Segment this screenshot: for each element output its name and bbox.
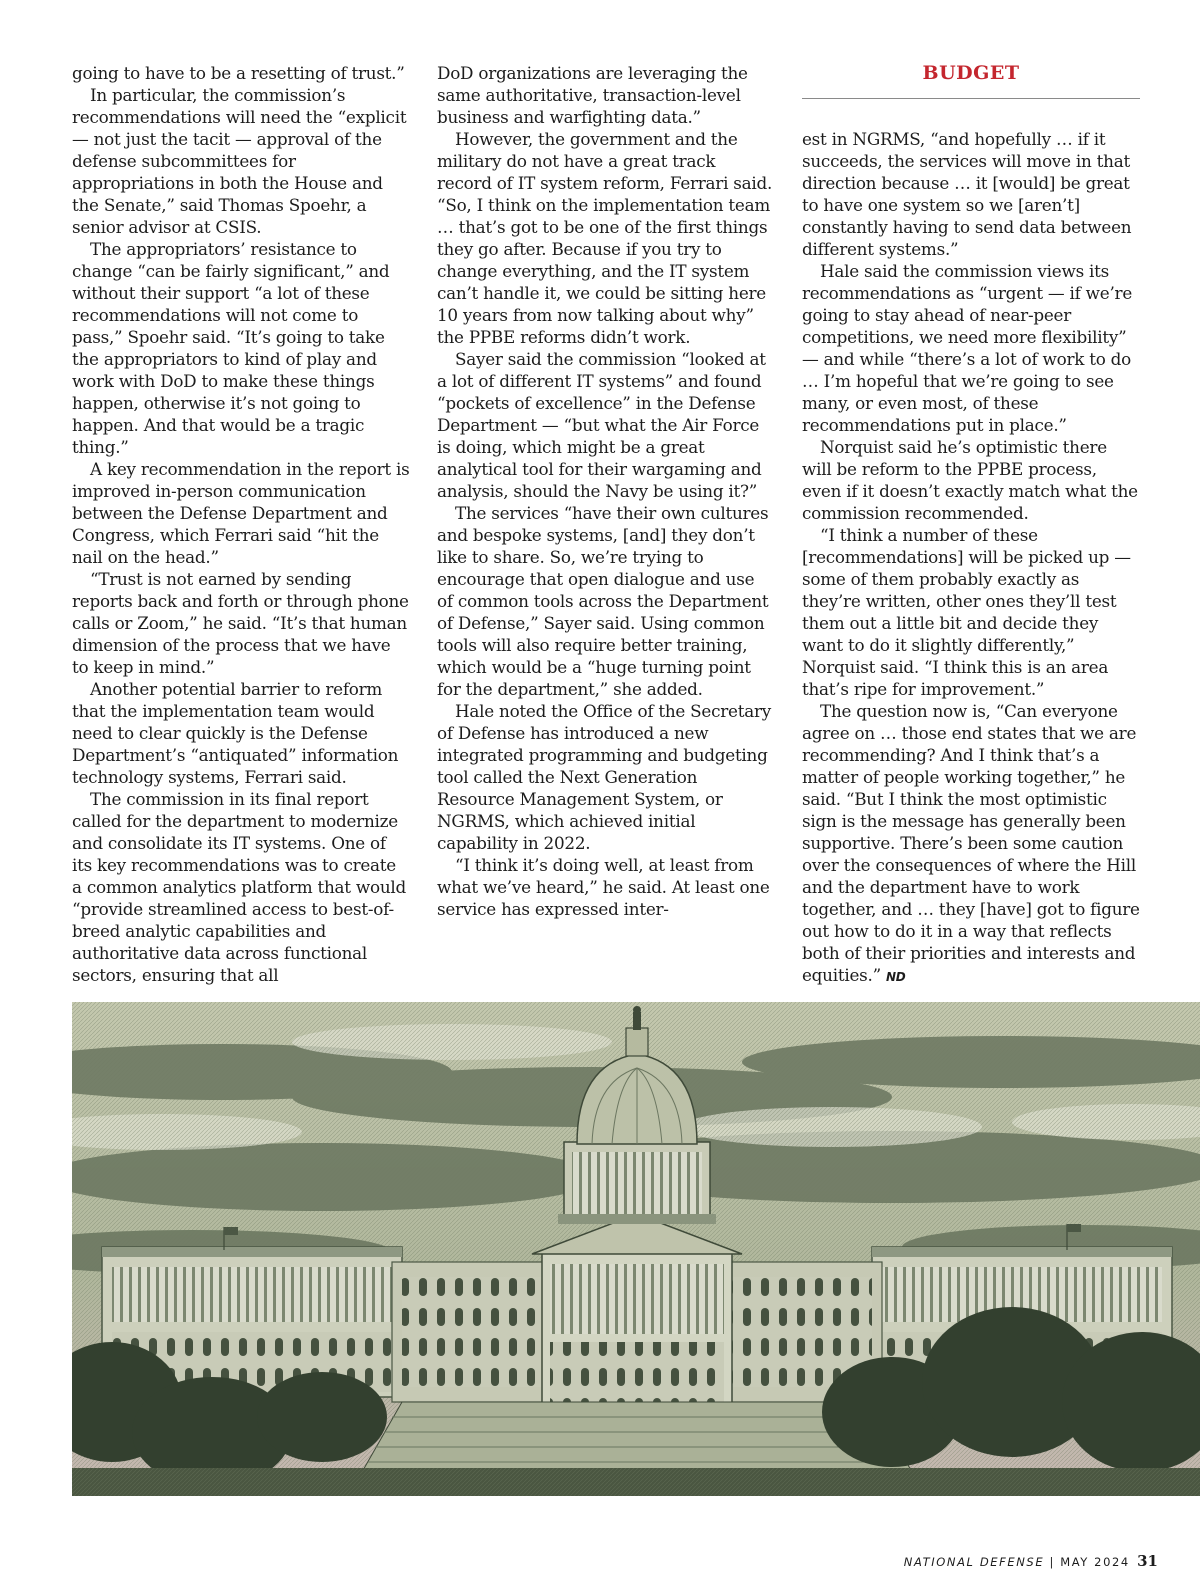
capitol-engraving-illustration: [72, 1002, 1200, 1496]
paragraph: “I think a number of these [recommendations] will be picked up — some of them probably exactly as they’re written, other ones they’ll test them out a little bit and decide they want to do it slightly differently,” Norquist said. “I think this is an area that’s ripe for improvement.”: [802, 525, 1131, 699]
paragraph: Another potential barrier to reform that the implementation team would need to clear quickly is the Defense Department’s “antiquated” information technology systems, Ferrari said.: [72, 679, 399, 787]
section-head: BUDGET: [922, 62, 1020, 84]
article-column-1: [72, 62, 410, 986]
paragraph: DoD organizations are leveraging the same authoritative, transaction-level business and warfighting data.”: [437, 63, 748, 127]
paragraph: Hale said the commission views its recommendations as “urgent — if we’re going to stay ahead of near-peer competitions, we need more flexibility” — and while “there’s a lot of work to do … I’m hopeful that we’re going to see many, or even most, of these recommendations put in place.”: [802, 261, 1133, 435]
section-rule: [802, 98, 1140, 99]
page-footer: [904, 1552, 1158, 1570]
paragraph: “I think it’s doing well, at least from what we’ve heard,” he said. At least one service has expressed inter-: [437, 855, 770, 919]
paragraph: “Trust is not earned by sending reports back and forth or through phone calls or Zoom,” he said. “It’s that human dimension of the process that we have to keep in mind.”: [72, 569, 409, 677]
end-mark: ND: [886, 970, 906, 984]
paragraph: The services “have their own cultures and bespoke systems, [and] they don’t like to share. So, we’re trying to encourage that open dialogue and use of common tools across the Department of Defense,” Sayer said. Using common tools will also require better training, which would be a “huge turning point for the department,” she added.: [437, 503, 769, 699]
paragraph: Sayer said the commission “looked at a lot of different IT systems” and found “pockets of excellence” in the Defense Department — “but what the Air Force is doing, which might be a great analytical tool for their wargaming and analysis, should the Navy be using it?”: [437, 349, 766, 501]
page-number: 31: [1137, 1552, 1158, 1570]
article-column-2: [437, 62, 775, 920]
paragraph: Hale noted the Office of the Secretary of Defense has introduced a new integrated programming and budgeting tool called the Next Generation Resource Management System, or NGRMS, which achieved initial capability in 2022.: [437, 701, 771, 853]
paragraph: A key recommendation in the report is improved in-person communication between the Defense Department and Congress, which Ferrari said “hit the nail on the head.”: [72, 459, 410, 567]
final-paragraph-text: The question now is, “Can everyone agree on … those end states that we are recommending? And I think that’s a matter of people working together,” he said. “But I think the most optimistic sign is the message has generally been supportive. There’s been some caution over the consequences of where the Hill and the department have to work together, and … they [have] got to figure out how to do it in a way that reflects both of their priorities and interests and equities.”: [802, 701, 1140, 985]
paragraph: going to have to be a resetting of trust.”: [72, 63, 405, 83]
paragraph: The commission in its final report called for the department to modernize and consolidate its IT systems. One of its key recommendations was to create a common analytics platform that would “provide streamlined access to best-of-breed analytic capabilities and authoritative data across functional sectors, ensuring that all: [72, 789, 406, 985]
paragraph: [802, 700, 1140, 988]
paragraph: est in NGRMS, “and hopefully … if it succeeds, the services will move in that direction because … it [would] be great to have one system so we [aren’t] constantly having to send data between different systems.”: [802, 129, 1132, 259]
paragraph: The appropriators’ resistance to change “can be fairly significant,” and without their support “a lot of these recommendations will not come to pass,” Spoehr said. “It’s going to take the appropriators to kind of play and work with DoD to make these things happen, otherwise it’s not going to happen. And that would be a tragic thing.”: [72, 239, 390, 457]
issue-date: MAY 2024: [1060, 1555, 1130, 1569]
publication-name: NATIONAL DEFENSE: [903, 1555, 1045, 1569]
capitol-engraving-svg: [72, 1002, 1200, 1496]
footer-separator: |: [1049, 1555, 1055, 1569]
paragraph: However, the government and the military do not have a great track record of IT system reform, Ferrari said. “So, I think on the implementation team … that’s got to be one of the first things they go after. Because if you try to change everything, and the IT system can’t handle it, we could be sitting here 10 years from now talking about why” the PPBE reforms didn’t work.: [437, 129, 773, 347]
paragraph: Norquist said he’s optimistic there will be reform to the PPBE process, even if it doesn’t exactly match what the commission recommended.: [802, 437, 1138, 523]
paragraph: In particular, the commission’s recommendations will need the “explicit — not just the tacit — approval of the defense subcommittees for appropriations in both the House and the Senate,” said Thomas Spoehr, a senior advisor at CSIS.: [72, 85, 407, 237]
article-column-3: [802, 128, 1140, 988]
